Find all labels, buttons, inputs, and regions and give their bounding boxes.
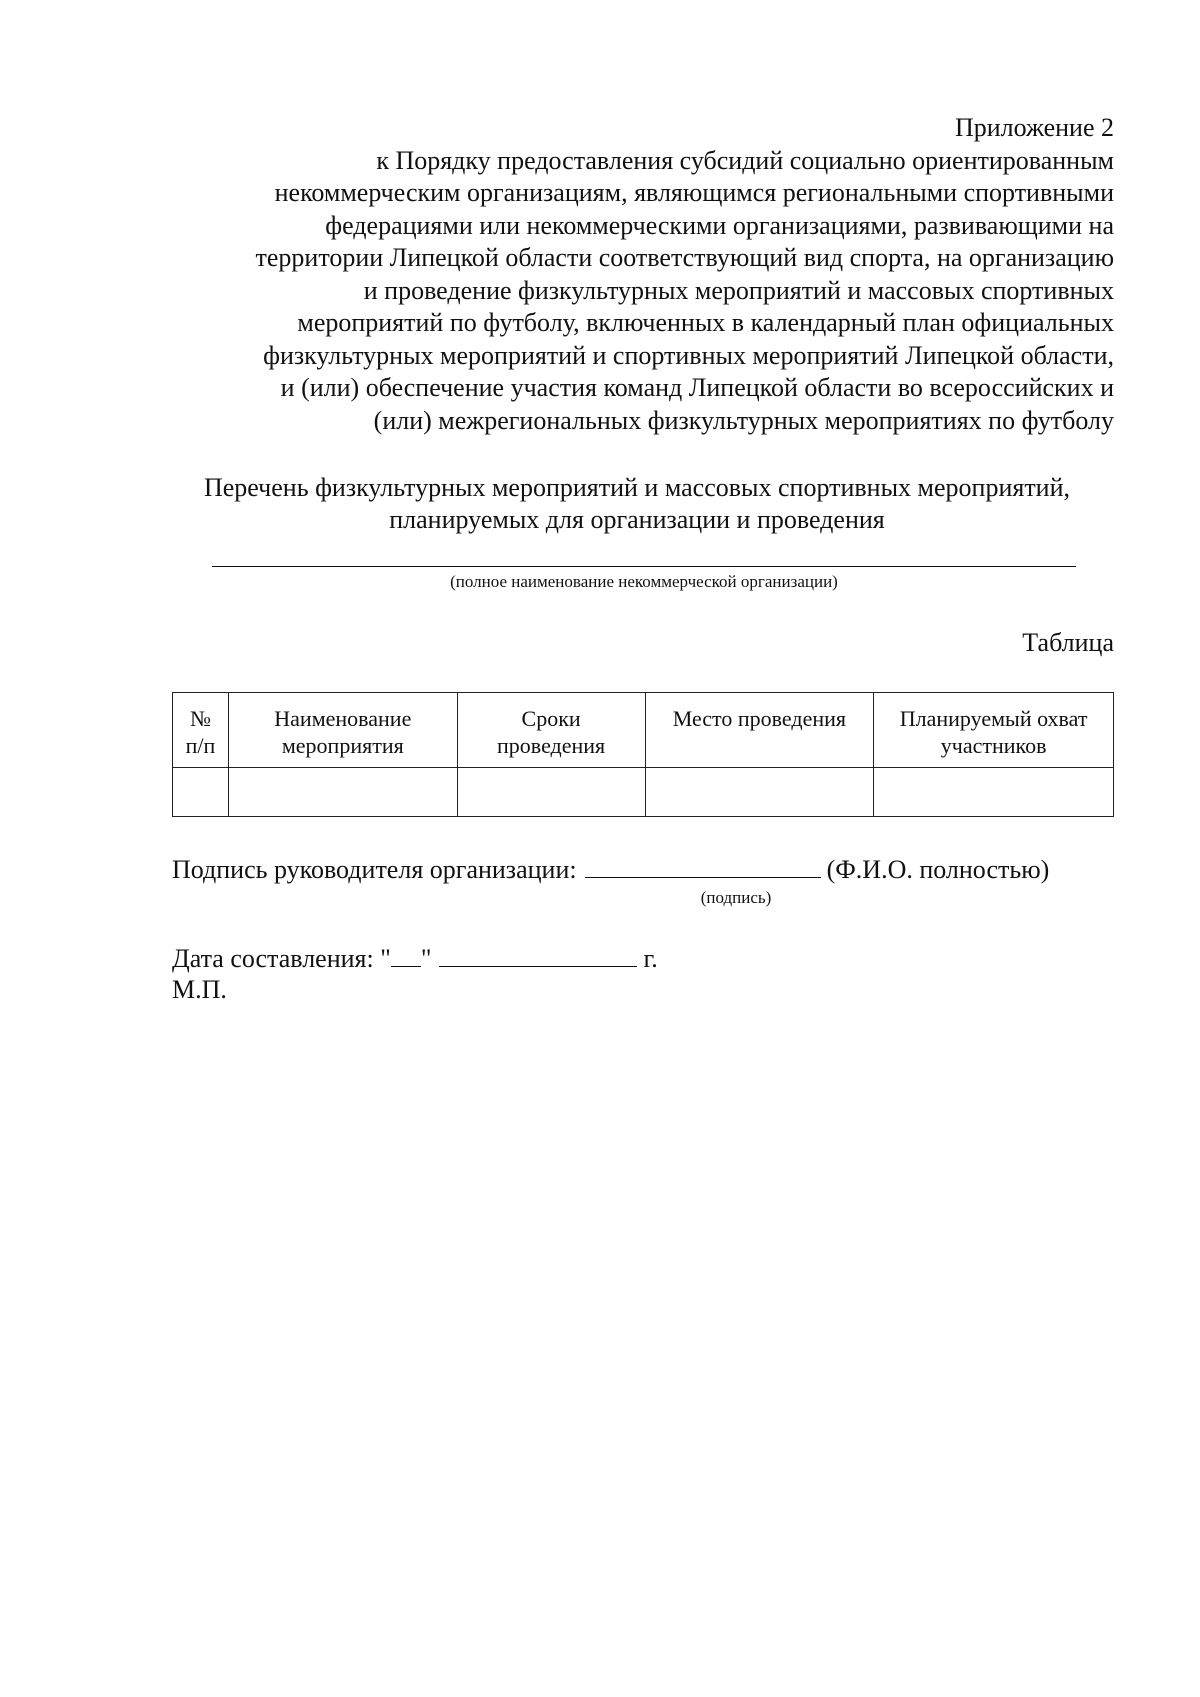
signature-label: Подпись руководителя организации: bbox=[172, 855, 577, 884]
day-field[interactable] bbox=[391, 944, 421, 967]
signature-line bbox=[172, 855, 1049, 885]
appendix-line: мероприятий по футболу, включенных в календарный план официальных bbox=[297, 308, 1114, 337]
header-text: участников bbox=[940, 733, 1047, 758]
header-cell-event-name bbox=[228, 693, 457, 768]
header-text: Наименование bbox=[274, 706, 412, 731]
list-title bbox=[160, 472, 1114, 536]
list-title-line: планируемых для организации и проведения bbox=[389, 505, 885, 534]
appendix-header bbox=[114, 112, 1114, 437]
signature-caption: (подпись) bbox=[700, 888, 772, 907]
appendix-line: федерациями или некоммерческими организациями, развивающими на bbox=[325, 210, 1114, 240]
header-text: п/п bbox=[185, 733, 216, 758]
appendix-line: территории Липецкой области соответствующий вид спорта, на организацию bbox=[255, 243, 1114, 272]
appendix-line: некоммерческим организациям, являющимся региональными спортивными bbox=[274, 178, 1114, 207]
appendix-line: физкультурных мероприятий и спортивных мероприятий Липецкой области, bbox=[263, 340, 1114, 370]
appendix-line: (или) межрегиональных физкультурных мероприятиях по футболу bbox=[373, 405, 1114, 435]
table-cell[interactable] bbox=[874, 768, 1114, 817]
table-label: Таблица bbox=[1022, 628, 1114, 657]
date-label: Дата составления: " bbox=[172, 944, 391, 973]
header-text: Планируемый охват bbox=[899, 706, 1088, 731]
stamp-place: М.П. bbox=[172, 975, 227, 1004]
header-cell-participants bbox=[874, 693, 1114, 768]
header-text: мероприятия bbox=[281, 733, 404, 758]
date-line bbox=[172, 944, 658, 974]
signature-field[interactable] bbox=[585, 855, 821, 878]
table-cell[interactable] bbox=[228, 768, 457, 817]
table-row bbox=[173, 768, 1114, 817]
table-cell[interactable] bbox=[645, 768, 874, 817]
organization-name-caption: (полное наименование некоммерческой организации) bbox=[450, 572, 838, 591]
header-cell-venue bbox=[645, 693, 874, 768]
table-cell[interactable] bbox=[457, 768, 645, 817]
events-table bbox=[172, 692, 1114, 817]
date-quote-close: " bbox=[420, 944, 432, 973]
organization-name-field[interactable] bbox=[212, 566, 1076, 567]
header-text: № bbox=[189, 706, 211, 731]
header-text: Место проведения bbox=[672, 706, 847, 731]
full-name-hint: (Ф.И.О. полностью) bbox=[826, 855, 1050, 884]
header-text: проведения bbox=[497, 733, 606, 758]
table-header-row bbox=[173, 693, 1114, 768]
list-title-line: Перечень физкультурных мероприятий и массовых спортивных мероприятий, bbox=[203, 473, 1071, 502]
appendix-line: Приложение 2 bbox=[954, 113, 1114, 142]
month-field[interactable] bbox=[439, 944, 637, 967]
table-cell[interactable] bbox=[173, 768, 229, 817]
appendix-line: и проведение физкультурных мероприятий и массовых спортивных bbox=[363, 275, 1114, 305]
header-cell-dates bbox=[457, 693, 645, 768]
appendix-line: и (или) обеспечение участия команд Липецкой области во всероссийских и bbox=[280, 373, 1114, 402]
header-text: Сроки bbox=[521, 706, 581, 731]
year-suffix: г. bbox=[643, 944, 658, 973]
appendix-line: к Порядку предоставления субсидий социально ориентированным bbox=[376, 145, 1114, 175]
header-cell-number bbox=[173, 693, 229, 768]
